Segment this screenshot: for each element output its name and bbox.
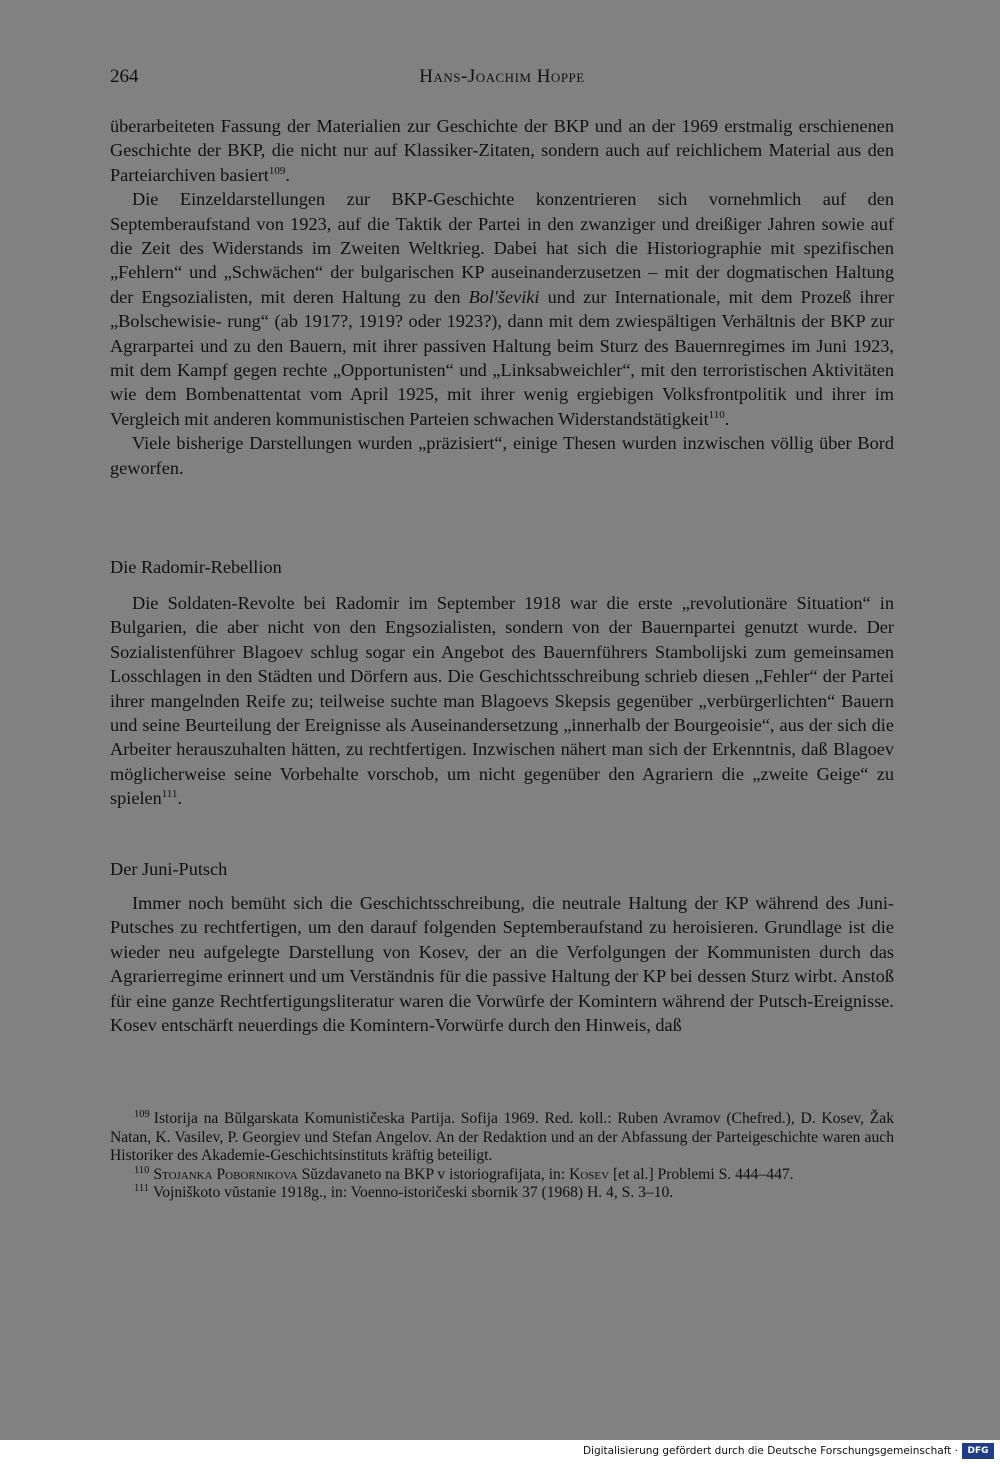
footnote-author: Stojanka Pobornikova [153, 1165, 298, 1183]
footnote-number: 111 [134, 1183, 149, 1195]
footnote [110, 1110, 894, 1166]
paragraph-text: Die Soldaten-Revolte bei Radomir im September 1918 war die erste „revolutionäre Situation“ in Bulgarien, die aber nicht von den Engsozialisten, sondern von der Bauernpartei genutzt wurde. Der Sozialistenführer Blagoev schlug sogar ein Angebot des Bauernführers Stambolijski zum gemeinsamen Losschlagen in den Städten und Dörfern aus. Die Geschichtsschreibung schrieb diesen „Fehler“ der Partei ihrer mangelnden Reife zu; teilweise suchte man Blagoevs Skepsis gegenüber „verbürgerlichten“ Bauern und seine Beurteilung der Ereignisse als Auseinandersetzung „innerhalb der Bourgeoisie“, aus der sich die Arbeiter herauszuhalten hätten, zu rechtfertigen. Inzwischen nähert man sich der Erkenntnis, daß Blagoev möglicherweise seine Vorbehalte vorschob, um nicht gegenüber den Agrariern die „zweite Geige“ zu spielen [110, 593, 894, 809]
footnotes [110, 1110, 894, 1203]
footnote-text: [et al.] Problemi S. 444–447. [609, 1165, 794, 1183]
footnote-ref[interactable]: 111 [161, 788, 178, 801]
footer-bar [0, 1440, 1000, 1464]
footnote-text: Vojniškoto vŭstanie 1918g., in: Voenno-istoričeski sbornik 37 (1968) H. 4, S. 3–10. [152, 1184, 674, 1202]
paragraph [110, 591, 894, 811]
paragraph-text: und zur Internationale, mit dem Prozeß ihrer „Bolschewisie- rung“ (ab 1917?, 1919? oder 1923?), dann mit dem zwiespältigen Verhältnis der BKP zur Agrarpartei und zu den Bauern, mit ihrer passiven Haltung beim Sturz des Bauernregimes im Juni 1923, mit dem Kampf gegen rechte „Opportunisten“ und „Linksabweichler“, mit den terroristischen Aktivitäten wie dem Bombenattentat vom April 1925, mit ihrer wenig ergiebigen Volksfrontpolitik und ihrer im Vergleich mit anderen kommunistischen Parteien schwachen Widerstandstätigkeit [110, 286, 894, 429]
dfg-logo-icon[interactable]: DFG [962, 1443, 994, 1459]
page-number: 264 [110, 66, 139, 87]
footnote-ref[interactable]: 110 [708, 408, 725, 421]
paragraph-text: überarbeiteten Fassung der Materialien zur Geschichte der BKP und an der 1969 erstmalig erschienenen Geschichte der BKP, die nicht nur auf Klassiker-Zitaten, sondern auch auf reichlichem Material aus den Parteiarchiven basiert [110, 116, 894, 185]
footnote-ref[interactable]: 109 [268, 164, 286, 177]
section-heading: Der Juni-Putsch [110, 859, 228, 879]
footnote [110, 1184, 894, 1203]
section-body [110, 891, 894, 1037]
paragraph [110, 187, 894, 431]
paragraph-end: . [285, 164, 290, 185]
footnote-text: Sŭzdavaneto na BKP v istoriografijata, in: [297, 1165, 570, 1183]
footnote-author: Kosev [569, 1165, 610, 1183]
paragraph: Immer noch bemüht sich die Geschichtsschreibung, die neutrale Haltung der KP während des Juni-Putsches zu rechtfertigen, um den darauf folgenden Septemberaufstand zu heroisieren. Grundlage ist die wieder neu aufgelegte Darstellung von Kosev, der an die Verfolgungen der Kommunisten durch das Agrarierregime erinnert und um Verständnis für die passive Haltung der KP bei dessen Sturz wirbt. Anstoß für eine ganze Rechtfertigungsliteratur waren die Vorwürfe der Komintern während der Putsch-Ereignisse. Kosev entschärft neuerdings die Komintern-Vorwürfe durch den Hinweis, daß [110, 893, 894, 1036]
paragraph: Viele bisherige Darstellungen wurden „präzisiert“, einige Thesen wurden inzwischen völlig über Bord geworfen. [110, 433, 894, 478]
page-header [110, 66, 894, 96]
footnote-text: Istorija na Bŭlgarskata Komunističeska Partija. Sofija 1969. Red. koll.: Ruben Avramov (Chefred.), D. Kosev, Žak Natan, K. Vasilev, P. Georgiev und Stefan Angelov. An der Redaktion und an der Abfassung der Parteigeschichte waren auch Historiker des Akademie-Geschichtsinstituts kräftig beteiligt. [110, 1110, 894, 1165]
section-heading: Die Radomir-Rebellion [110, 557, 282, 577]
footnote [110, 1166, 894, 1185]
paragraph-end: . [177, 788, 183, 809]
digitization-credit: Digitalisierung gefördert durch die Deutsche Forschungsgemeinschaft · [582, 1445, 958, 1457]
footnote-number: 109 [134, 1108, 150, 1120]
paragraph-text: Die Einzeldarstellungen zur BKP-Geschichte konzentrieren sich vornehmlich auf den Septemberaufstand von 1923, auf die Taktik der Partei in den zwanziger und dreißiger Jahren sowie auf die Zeit des Widerstands im Zweiten Weltkrieg. Dabei hat sich die Historiographie mit spezifischen „Fehlern“ und „Schwächen“ der bulgarischen KP auseinanderzusetzen – mit der dogmatischen Haltung der Engsozialisten, mit deren Haltung zu den [110, 189, 894, 307]
paragraph-end: . [724, 408, 730, 429]
italic-term: Bol'ševiki [468, 286, 540, 307]
running-head: Hans-Joachim Hoppe [419, 66, 585, 87]
footnote-number: 110 [134, 1164, 150, 1176]
paragraph [110, 114, 894, 187]
body-text [110, 114, 894, 480]
section-body [110, 591, 894, 811]
